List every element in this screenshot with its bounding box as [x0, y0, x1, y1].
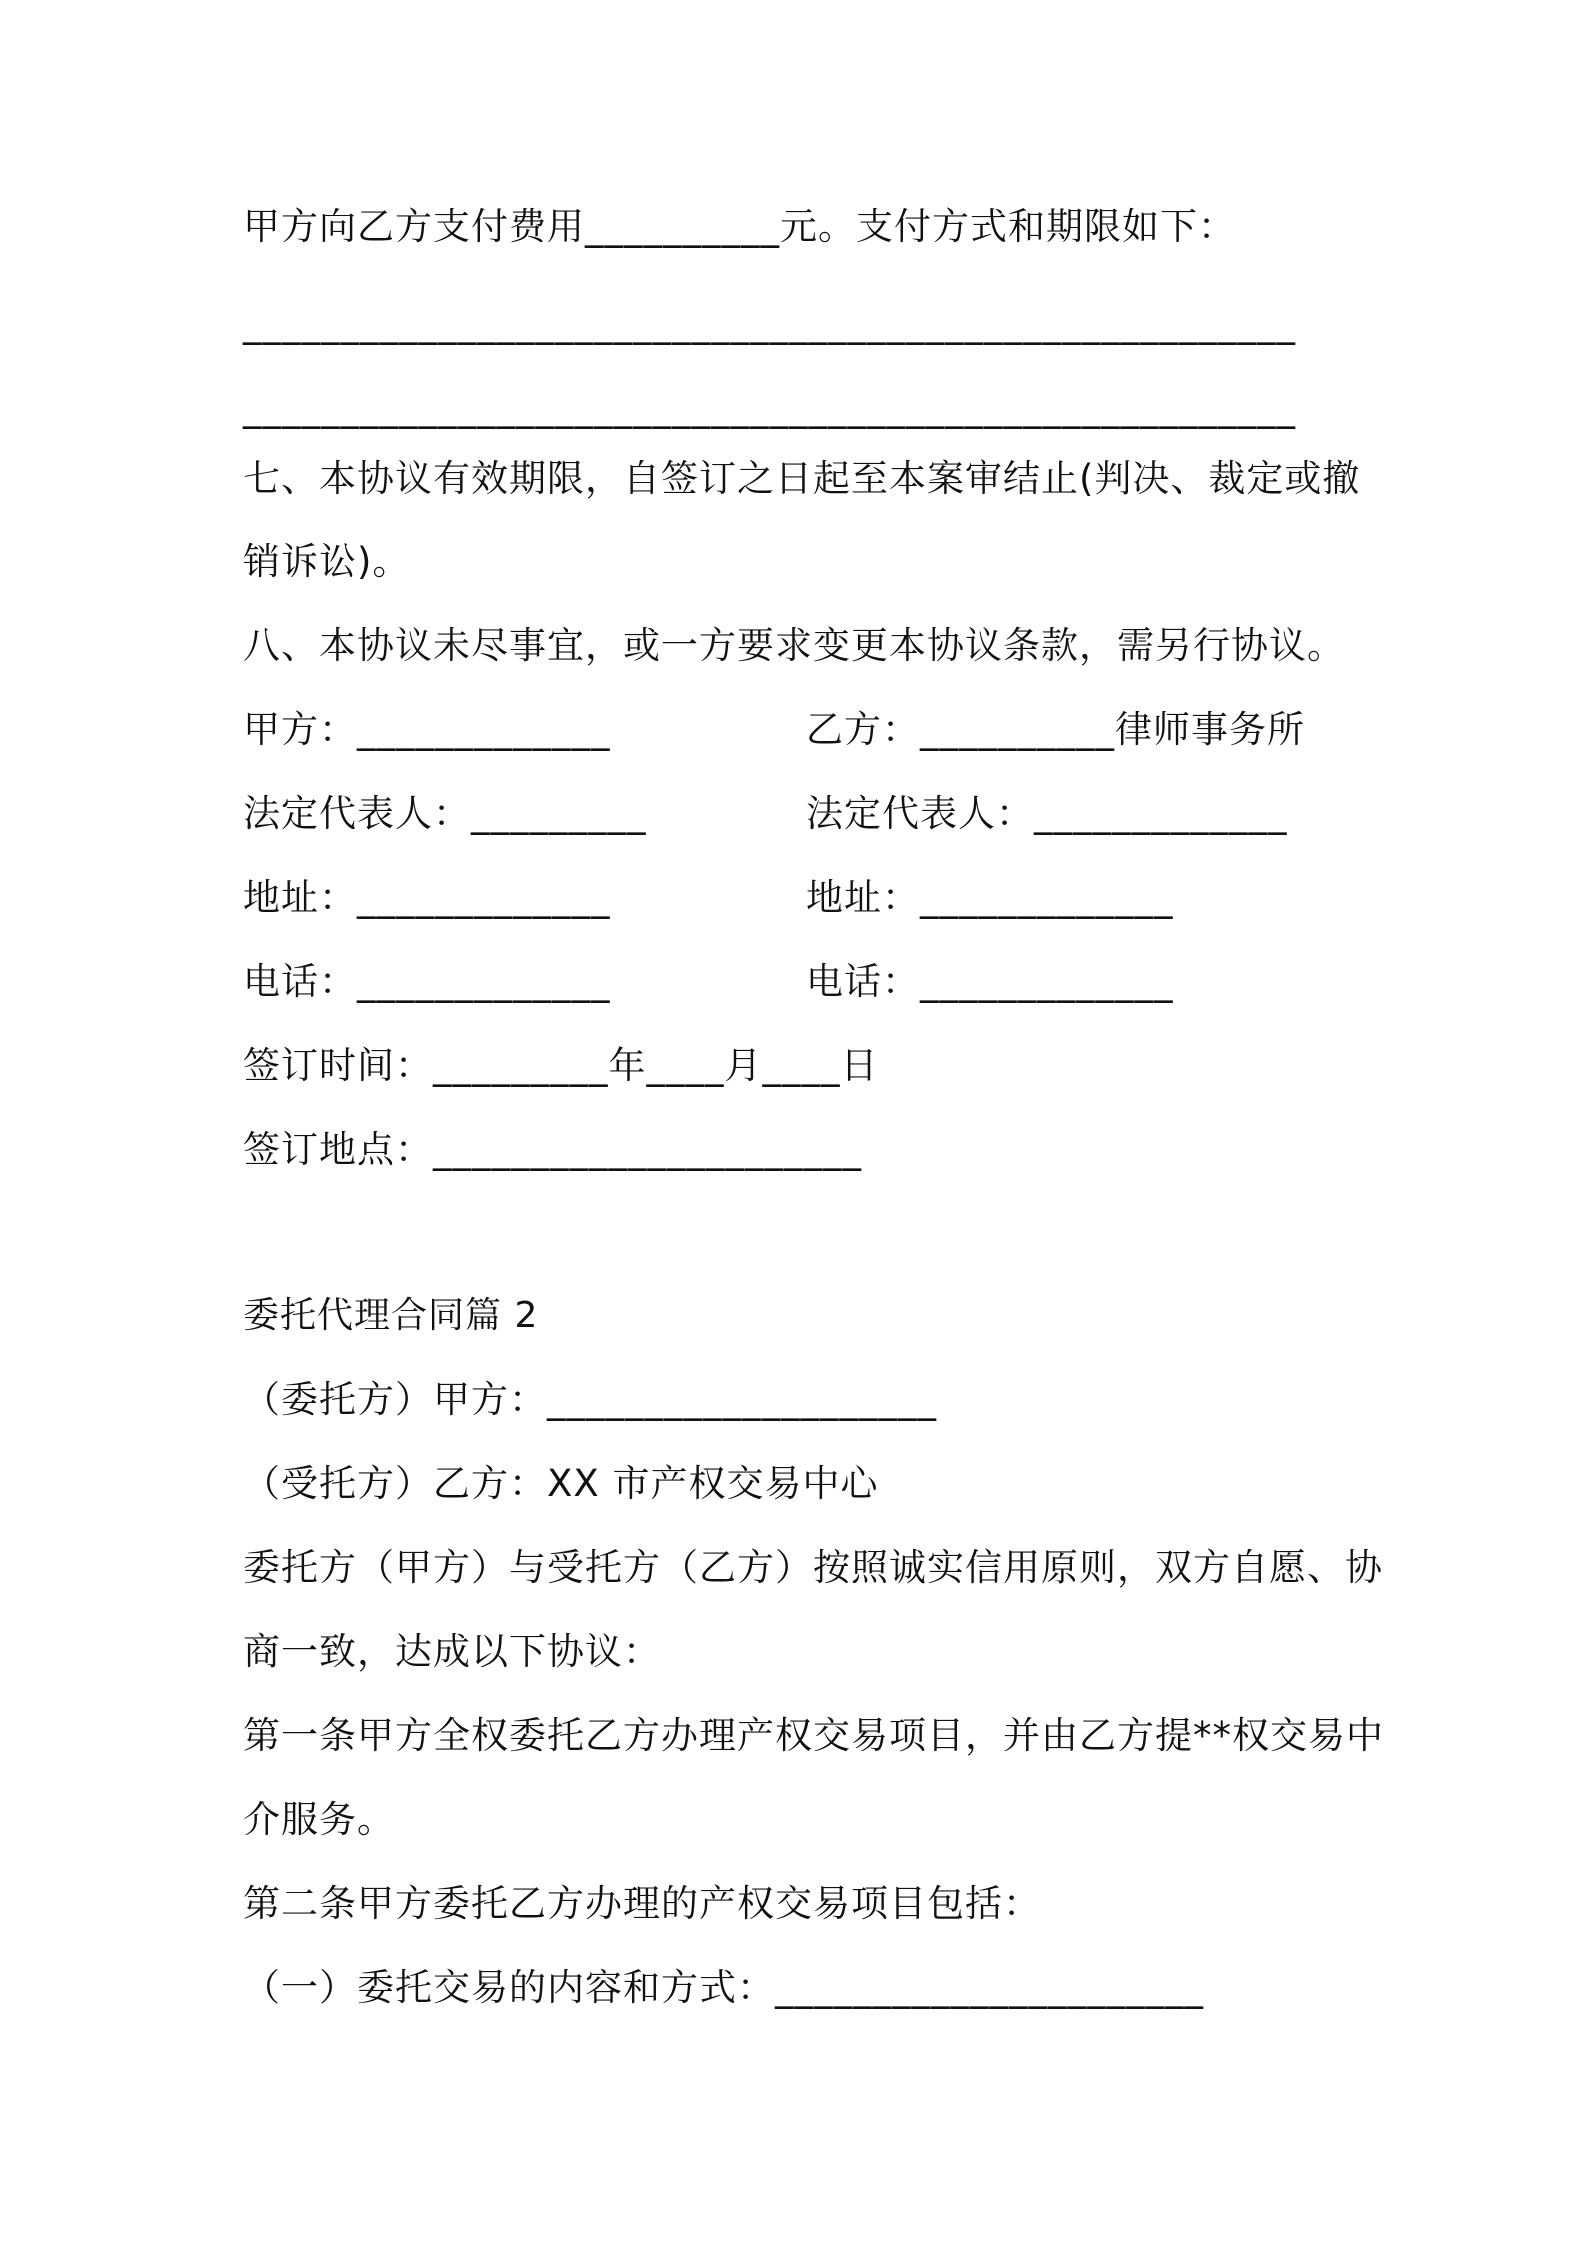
agent-field: （受托方）乙方：XX 市产权交易中心	[243, 1462, 879, 1505]
article-one-line-1: 第一条甲方全权委托乙方办理产权交易项目，并由乙方提**权交易中	[243, 1714, 1384, 1757]
party-b-field: 乙方：__________律师事务所	[806, 708, 1305, 751]
phone-b-field: 电话：_____________	[806, 960, 1174, 1003]
clause-eight: 八、本协议未尽事宜，或一方要求变更本协议条款，需另行协议。	[243, 624, 1345, 667]
phone-a-field: 电话：_____________	[243, 960, 611, 1003]
rep-a-field: 法定代表人：_________	[243, 792, 647, 835]
intro-line-2: 商一致，达成以下协议：	[243, 1630, 661, 1673]
clause-seven-line-2: 销诉讼)。	[243, 540, 411, 583]
intro-line-1: 委托方（甲方）与受托方（乙方）按照诚实信用原则，双方自愿、协	[243, 1546, 1383, 1589]
address-b-field: 地址：_____________	[806, 876, 1174, 919]
party-a-field: 甲方：_____________	[243, 708, 611, 751]
sign-place-field: 签订地点：______________________	[243, 1128, 862, 1171]
blank-line: ______________________________________________________	[243, 386, 1296, 429]
article-one-line-2: 介服务。	[243, 1798, 395, 1841]
payment-line: 甲方向乙方支付费用__________元。支付方式和期限如下：	[243, 205, 1236, 248]
principal-field: （委托方）甲方：____________________	[243, 1378, 937, 1421]
clause-seven-line-1: 七、本协议有效期限，自签订之日起至本案审结止(判决、裁定或撤	[243, 457, 1361, 500]
section-title: 委托代理合同篇 2	[243, 1295, 539, 1336]
article-two-item-one: （一）委托交易的内容和方式：______________________	[243, 1966, 1204, 2009]
blank-line: ______________________________________________________	[243, 302, 1296, 345]
article-two: 第二条甲方委托乙方办理的产权交易项目包括：	[243, 1882, 1041, 1925]
sign-time-field: 签订时间：_________年____月____日	[243, 1044, 879, 1087]
address-a-field: 地址：_____________	[243, 876, 611, 919]
rep-b-field: 法定代表人：_____________	[806, 792, 1288, 835]
